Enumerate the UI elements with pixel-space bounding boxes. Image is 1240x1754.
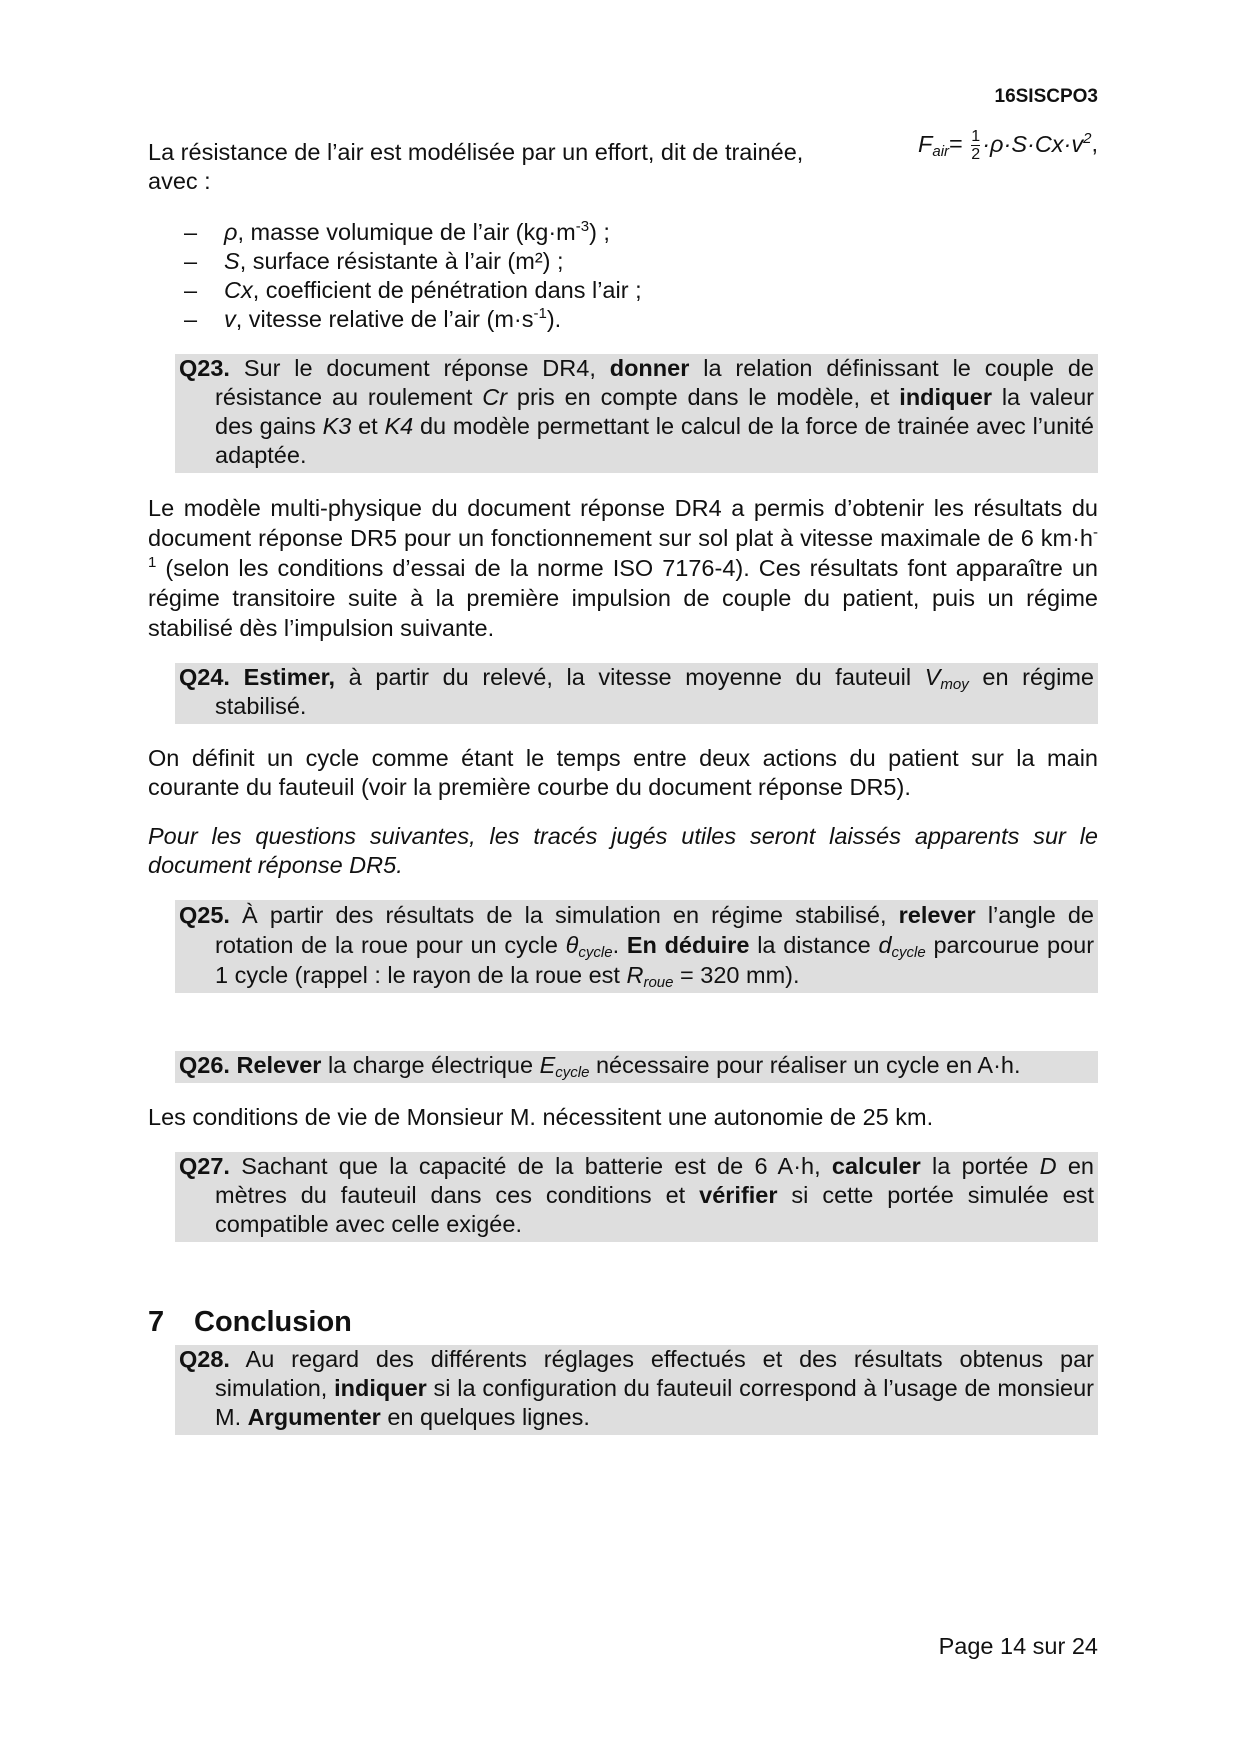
document-code: 16SISCPO3 [994, 86, 1098, 107]
intro-text: La résistance de l’air est modélisée par un effort, dit de trainée, [148, 139, 804, 165]
definitions-list [148, 218, 1098, 334]
fraction-one-half: $\frac{1}{2}$ [971, 128, 981, 163]
intro-avec: avec : [148, 168, 211, 194]
question-q24: Q24. Estimer, à partir du relevé, la vitesse moyenne du fauteuil $V_{moy}$ en régime stabilisé. [175, 663, 1098, 724]
list-item: – S, surface résistante à l’air (m²) ; [184, 248, 564, 274]
page-number: Page 14 sur 24 [938, 1633, 1098, 1659]
model-paragraph: Le modèle multi-physique du document réponse DR4 a permis d’obtenir les résultats du document réponse DR5 pour un fonctionnement sur sol plat à vitesse maximale de 6 $km\cdot h^{-1}$ (selon les conditions d’essai de la norme ISO 7176-4). Ces résultats font apparaître un régime transitoire suite à la première impulsion de couple du patient, puis un régime stabilisé dès l’impulsion suivante. [148, 495, 1098, 641]
question-q23: Q23. Sur le document réponse DR4, donner la relation définissant le couple de résistance au roulement Cr pris en compte dans le modèle, et indiquer la valeur des gains K3 et K4 du modèle permettant le calcul de la force de trainée avec l’unité adaptée. [175, 354, 1098, 473]
page-content [148, 128, 1098, 1435]
question-q27: Q27. Sachant que la capacité de la batterie est de 6 A·h, calculer la portée D en mètres du fauteuil dans ces conditions et vérifier si cette portée simulée est compatible avec celle exigée. [175, 1152, 1098, 1242]
question-q28: Q28. Au regard des différents réglages effectués et des résultats obtenus par simulation, indiquer si la configuration du fauteuil correspond à l’usage de monsieur M. Argumenter en quelques lignes. [175, 1345, 1098, 1435]
list-item: – ρ, masse volumique de l’air $(kg\cdot m^{-3})$ ; [184, 218, 610, 245]
list-item: – v, vitesse relative de l’air $(m\cdot s^{-1})$. [184, 305, 562, 332]
intro-paragraph [148, 128, 1098, 196]
cycle-paragraph: On définit un cycle comme étant le temps entre deux actions du patient sur la main courante du fauteuil (voir la première courbe du document réponse DR5). [148, 745, 1098, 800]
list-item: – Cx, coefficient de pénétration dans l’air ; [184, 277, 642, 303]
section-title: 7 Conclusion [148, 1306, 352, 1338]
drag-force-formula: $F_{air}=$ $\frac{1}{2}$ $\cdot\rho\cdot S\cdot Cx\cdot v^2$, [918, 128, 1098, 163]
question-q26: Q26. Relever la charge électrique $E_{cycle}$ nécessaire pour réaliser un cycle en A·h. [175, 1051, 1098, 1083]
instructions-paragraph: Pour les questions suivantes, les tracés jugés utiles seront laissés apparents sur le document réponse DR5. [148, 823, 1098, 878]
autonomy-paragraph: Les conditions de vie de Monsieur M. nécessitent une autonomie de 25 km. [148, 1104, 934, 1130]
question-q25: Q25. À partir des résultats de la simulation en régime stabilisé, relever l’angle de rotation de la roue pour un cycle $\theta_{cycle}$. En déduire la distance $d_{cycle}$ parcourue pour 1 cycle (rappel : le rayon de la roue est $R_{roue} = 320$ mm). [175, 900, 1098, 993]
